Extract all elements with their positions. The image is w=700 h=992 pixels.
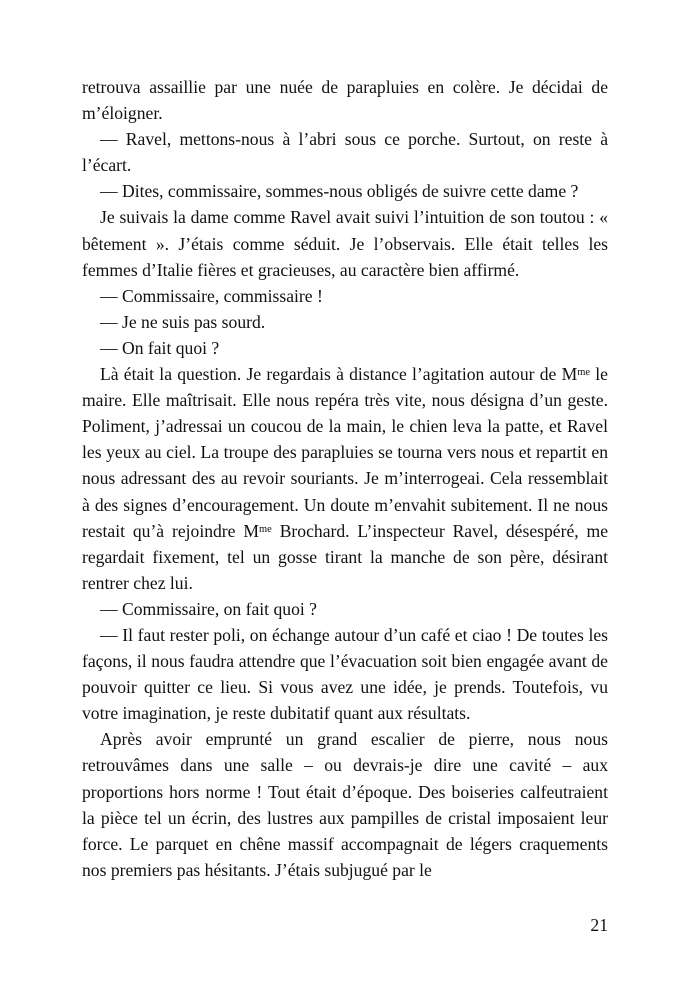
paragraph: — Je ne suis pas sourd. [100,311,266,332]
text-segment: le maire. Elle maîtrisait. Elle nous repéra très vite, nous désigna d’un geste. Poliment, j’adressai un coucou de la main, le chien leva la patte, et Ravel les yeux au ciel. La troupe des parapluies se tourna vers nous et repartit en nous adressant des au revoir souriants. Je m’interrogeai. Cela ressemblait à des signes d’encouragement. Un doute m’envahit subitement. Il ne nous restait qu’à rejoindre M [82,364,608,541]
superscript-text: me [577,367,591,379]
paragraph: — Commissaire, on fait quoi ? [100,598,317,619]
paragraph: — Il faut rester poli, on échange autour d’un café et ciao ! De toutes les façons, il nous faudra attendre que l’évacuation soit bien engagée avant de pouvoir quitter ce lieu. Si vous avez une idée, je prends. Toutefois, vu votre imagination, je reste dubitatif quant aux résultats. [82,624,608,724]
paragraph: — Commissaire, commissaire ! [100,285,323,306]
text-segment: Là était la question. Je regardais à distance l’agitation autour de M [100,364,578,385]
page-number: 21 [590,915,608,935]
paragraph: Je suivais la dame comme Ravel avait suivi l’intuition de son toutou : « bêtement ». J’étais comme séduit. Je l’observais. Elle était telles les femmes d’Italie fières et gracieuses, au caractère bien affirmé. [82,207,608,280]
paragraph: Après avoir emprunté un grand escalier de pierre, nous nous retrouvâmes dans une salle – ou devrais-je dire une cavité – aux proportions hors norme ! Tout était d’époque. Des boiseries calfeutraient la pièce tel un écrin, des lustres aux pampilles de cristal imposaient leur force. Le parquet en chêne massif accompagnait de légers craquements nos premiers pas hésitants. J’étais subjugué par le [82,729,608,880]
paragraph: — Dites, commissaire, sommes-nous obligés de suivre cette dame ? [100,181,579,202]
paragraph: retrouva assaillie par une nuée de parapluies en colère. Je décidai de m’éloigner. [82,77,608,124]
text-segment: Brochard. L’inspecteur Ravel, désespéré, me regardait fixement, tel un gosse tirant la manche de son père, désirant rentrer chez lui. [82,520,609,593]
paragraph [82,361,608,596]
paragraph: — On fait quoi ? [100,337,220,358]
superscript-text: me [259,523,272,535]
paragraph: — Ravel, mettons-nous à l’abri sous ce porche. Surtout, on reste à l’écart. [82,129,608,176]
body-text [82,74,608,883]
